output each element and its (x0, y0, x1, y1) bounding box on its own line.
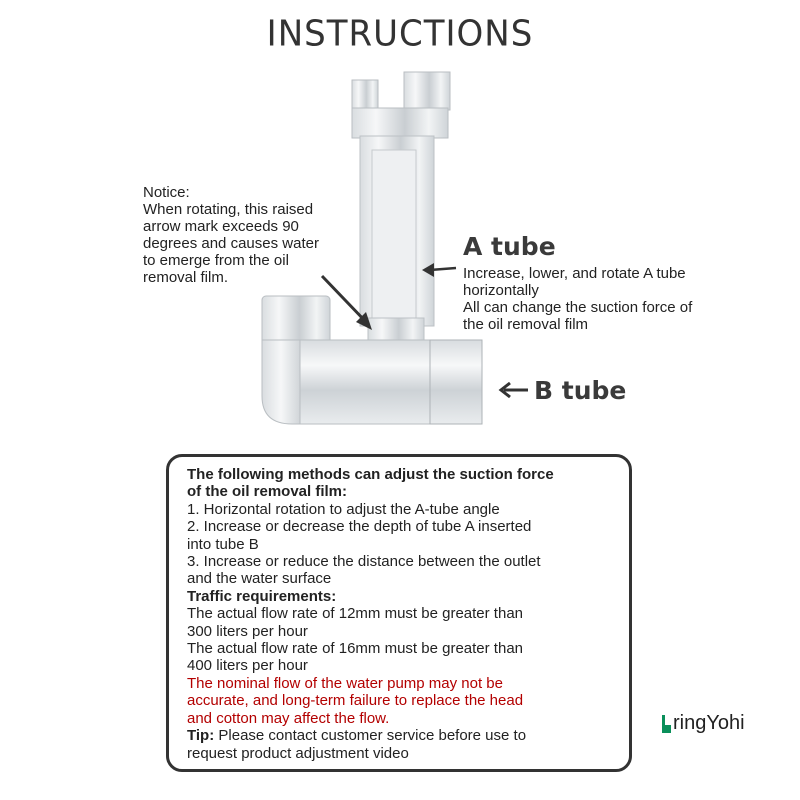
brand-logo-icon (662, 713, 672, 735)
traffic-line: The actual flow rate of 12mm must be greater than (187, 605, 523, 623)
a-tube-description (463, 265, 763, 333)
notice-line: arrow mark exceeds 90 (143, 218, 299, 235)
tip-line: request product adjustment video (187, 744, 409, 762)
method-line: into tube B (187, 535, 259, 553)
traffic-line: The actual flow rate of 16mm must be greater than (187, 640, 523, 658)
tip-line (187, 727, 629, 744)
b-tube-label: B tube (534, 376, 627, 405)
method-line: 1. Horizontal rotation to adjust the A-tube angle (187, 500, 500, 518)
page-title: INSTRUCTIONS (266, 13, 534, 55)
tip-text: Please contact customer service before use to (214, 727, 527, 745)
a-tube-line: horizontally (463, 282, 539, 299)
box-heading: of the oil removal film: (187, 483, 348, 501)
warning-line: accurate, and long-term failure to replace the head (187, 692, 524, 710)
a-tube-line: the oil removal film (463, 316, 589, 333)
a-tube-line: Increase, lower, and rotate A tube (463, 265, 686, 282)
warning-line: The nominal flow of the water pump may not be (187, 674, 503, 692)
notice-line: to emerge from the oil (143, 252, 289, 269)
box-heading: The following methods can adjust the suction force (187, 466, 554, 483)
arrow-left-icon (498, 380, 530, 400)
tip-label: Tip: (187, 727, 215, 745)
notice-line: When rotating, this raised (143, 201, 314, 218)
notice-line: degrees and causes water (143, 235, 319, 252)
brand-text: ringYohi (673, 712, 745, 734)
method-line: and the water surface (187, 570, 332, 588)
a-tube-label: A tube (463, 232, 556, 261)
instructions-box (166, 454, 632, 772)
notice-text (143, 184, 353, 286)
brand-watermark (662, 712, 745, 735)
notice-line: removal film. (143, 269, 229, 286)
traffic-heading: Traffic requirements: (187, 587, 337, 605)
traffic-line: 300 liters per hour (187, 622, 308, 640)
notice-heading: Notice: (143, 184, 190, 201)
method-line: 2. Increase or decrease the depth of tube A inserted (187, 518, 532, 536)
traffic-line: 400 liters per hour (187, 657, 308, 675)
warning-line: and cotton may affect the flow. (187, 709, 390, 727)
a-tube-line: All can change the suction force of (463, 299, 693, 316)
method-line: 3. Increase or reduce the distance between the outlet (187, 553, 541, 571)
